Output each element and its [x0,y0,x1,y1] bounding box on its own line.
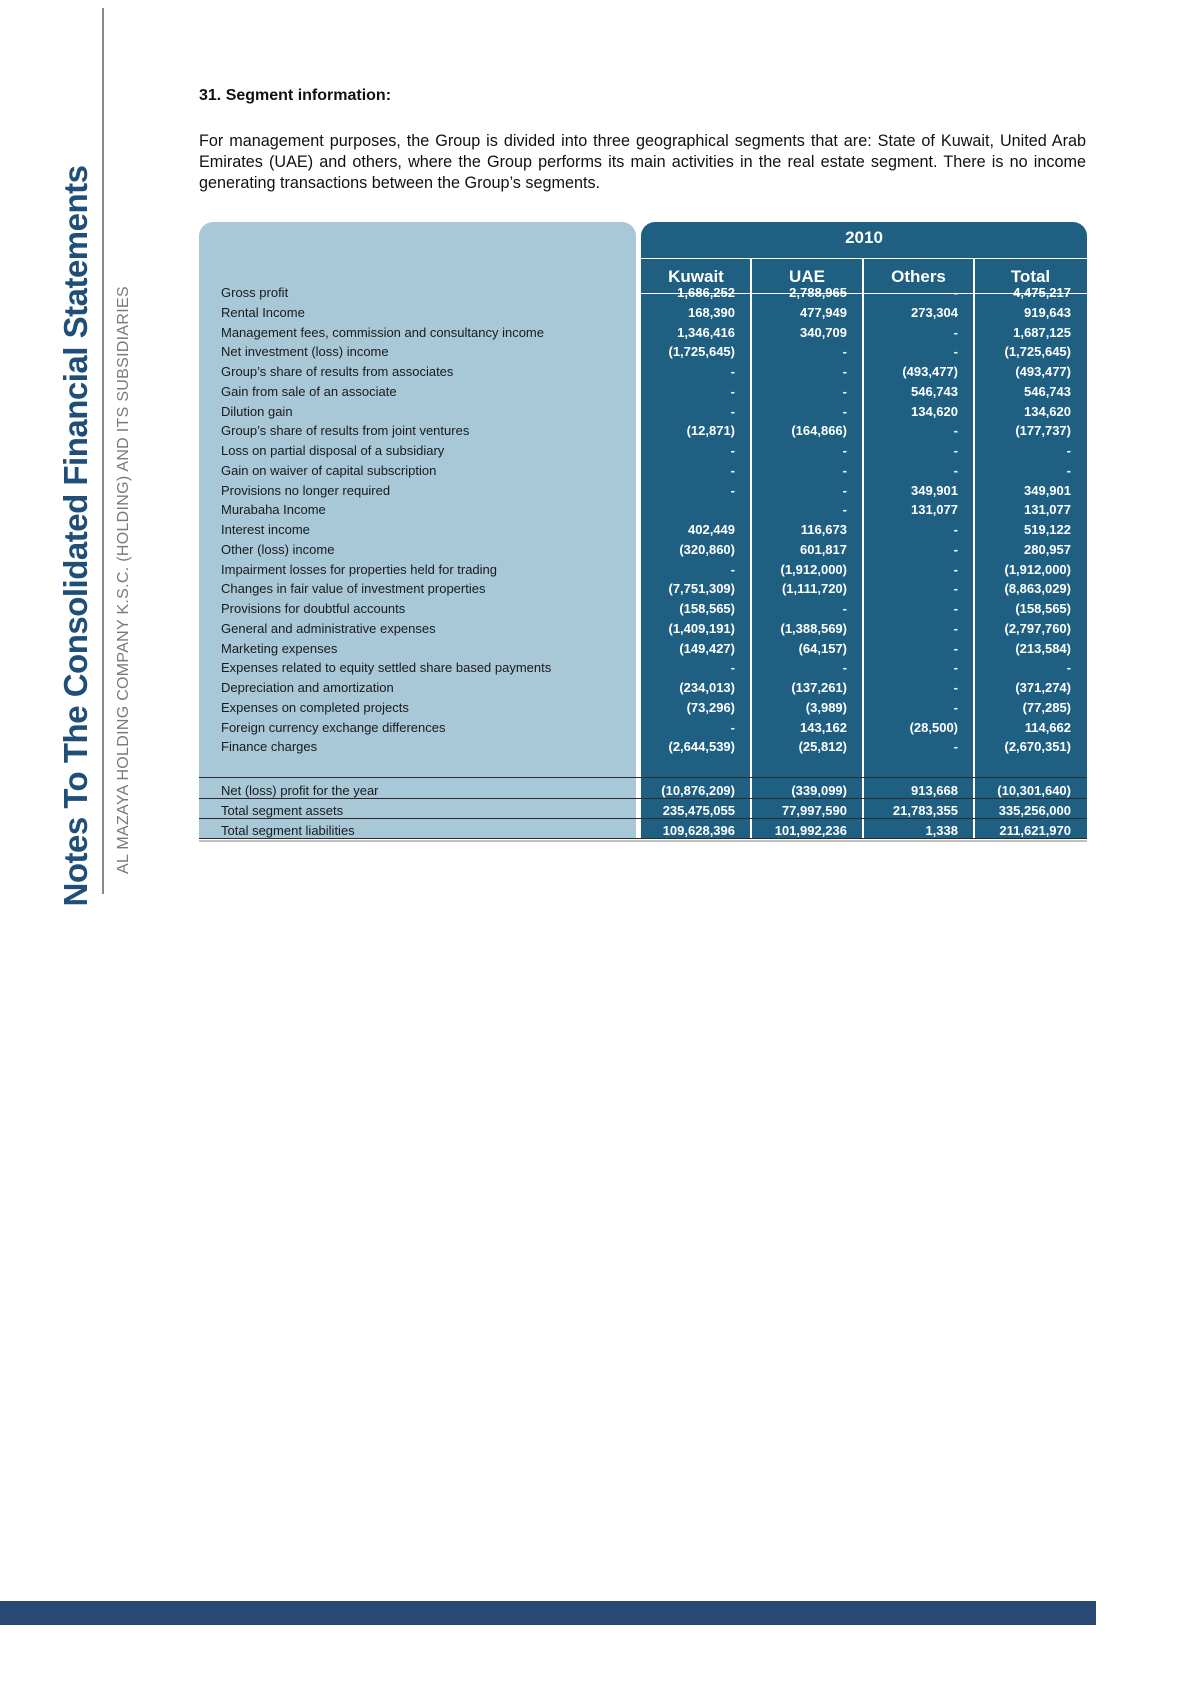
table-row-others-value: - [953,562,958,577]
table-row-label: Group’s share of results from associates [221,364,454,379]
table-row-label: Finance charges [221,739,318,754]
table-row-kuwait-value: - [730,443,735,458]
table-row-total-value: 919,643 [1024,305,1071,320]
table-row-uae-value: 143,162 [800,720,847,735]
table-row-uae-value: 2,788,965 [789,285,847,300]
table-row-others-value: - [953,601,958,616]
sidebar-title: Notes To The Consolidated Financial Statements [57,165,94,907]
table-row-total-value: (2,670,351) [1004,739,1071,754]
table-row-label: Other (loss) income [221,542,335,557]
table-row-kuwait-value: (2,644,539) [668,739,735,754]
table-row-label: Provisions for doubtful accounts [221,601,406,616]
table-row-kuwait-value: (149,427) [679,641,735,656]
table-row-label: Foreign currency exchange differences [221,720,446,735]
table-row-total-value: - [1066,463,1071,478]
table-row-label: Marketing expenses [221,641,338,656]
table-row-uae-value: (164,866) [791,423,847,438]
table-row-uae-value: 340,709 [800,325,847,340]
table-row-others-value: - [953,423,958,438]
table-row-kuwait-value: - [730,562,735,577]
table-row-total-value: 1,687,125 [1013,325,1071,340]
table-row-total-value: 4,475,217 [1013,285,1071,300]
table-row-uae-value: 116,673 [800,522,847,537]
table-row-uae-value: - [842,404,847,419]
table-row-label: Rental Income [221,305,305,320]
table-row-uae-value: (1,912,000) [780,562,847,577]
table-row-uae-value: - [842,443,847,458]
table-row-label: Murabaha Income [221,502,326,517]
table-row-kuwait-value: (73,296) [686,700,735,715]
totals-row-kuwait-value: 109,628,396 [662,823,735,838]
table-row-kuwait-value: - [730,384,735,399]
table-row-label: Interest income [221,522,310,537]
table-row-uae-value: - [842,384,847,399]
table-row-kuwait-value: - [730,404,735,419]
table-row-others-value: - [953,581,958,596]
table-row-uae-value: (1,111,720) [781,581,847,596]
table-row-total-value: 546,743 [1024,384,1071,399]
table-row-uae-value: - [842,502,847,517]
totals-row-label: Total segment liabilities [221,823,355,838]
column-header-kuwait: Kuwait [641,258,751,294]
table-row-kuwait-value: (320,860) [679,542,735,557]
totals-row-kuwait-value: (10,876,209) [661,783,735,798]
table-row-others-value: (28,500) [909,720,958,735]
table-row-total-value: (177,737) [1015,423,1071,438]
totals-row-kuwait-value: 235,475,055 [662,803,735,818]
table-row-kuwait-value: (234,013) [679,680,735,695]
table-row-total-value: (371,274) [1015,680,1071,695]
table-row-others-value: - [953,542,958,557]
table-row-label: Management fees, commission and consultancy income [221,325,544,340]
table-row-kuwait-value: (12,871) [686,423,735,438]
table-row-kuwait-value: (7,751,309) [668,581,735,596]
totals-row-others-value: 913,668 [911,783,958,798]
table-row-others-value: - [953,700,958,715]
sidebar-company-name: AL MAZAYA HOLDING COMPANY K.S.C. (HOLDING) AND ITS SUBSIDIARIES [115,286,132,874]
table-row-others-value: 131,077 [911,502,958,517]
table-row-label: Impairment losses for properties held for trading [221,562,498,577]
table-row-kuwait-value: 402,449 [688,522,735,537]
table-row-uae-value: - [842,364,847,379]
table-row-total-value: (1,912,000) [1004,562,1071,577]
table-row-uae-value: - [842,483,847,498]
totals-row-total-value: (10,301,640) [997,783,1071,798]
table-row-kuwait-value: (1,409,191) [668,621,735,636]
table-row-uae-value: (25,812) [798,739,847,754]
footer-band [0,1601,1096,1625]
table-row-uae-value: (137,261) [791,680,847,695]
table-row-kuwait-value: 1,346,416 [677,325,735,340]
table-row-uae-value: - [842,660,847,675]
table-row-kuwait-value: (1,725,645) [668,344,735,359]
sidebar-divider [102,8,104,894]
table-row-label: Loss on partial disposal of a subsidiary [221,443,445,458]
table-row-total-value: 114,662 [1024,720,1071,735]
column-header-total: Total [974,258,1087,294]
table-row-label: Gain on waiver of capital subscription [221,463,437,478]
table-row-label: Expenses related to equity settled share based payments [221,660,552,675]
totals-row-total-value: 211,621,970 [999,823,1071,838]
table-row-total-value: 519,122 [1024,522,1071,537]
table-row-others-value: - [953,522,958,537]
table-row-uae-value: (1,388,569) [780,621,847,636]
section-intro: For management purposes, the Group is divided into three geographical segments that are: State of Kuwait, United Arab Emirates (UAE) and others, where the Group performs its main activities in the real estate segment. There is no income generating transactions between the Group’s segments. [199,132,1086,192]
totals-row-uae-value: (339,099) [791,783,847,798]
totals-row-total-value: 335,256,000 [998,803,1071,818]
table-row-total-value: (213,584) [1015,641,1071,656]
table-row-label: Gross profit [221,285,289,300]
table-row-kuwait-value: - [730,463,735,478]
table-row-kuwait-value: 168,390 [688,305,735,320]
totals-row-others-value: 1,338 [925,823,958,838]
totals-row-divider [199,777,1087,778]
table-row-others-value: - [953,680,958,695]
table-row-kuwait-value: - [730,660,735,675]
table-row-label: Expenses on completed projects [221,700,409,715]
table-row-others-value: - [953,463,958,478]
table-row-others-value: - [953,325,958,340]
table-row-label: Dilution gain [221,404,293,419]
table-row-label: Gain from sale of an associate [221,384,397,399]
table-row-others-value: 546,743 [911,384,958,399]
table-row-total-value: 134,620 [1024,404,1071,419]
table-row-label: General and administrative expenses [221,621,436,636]
table-row-kuwait-value: 1,686,252 [677,285,735,300]
table-row-label: Net investment (loss) income [221,344,389,359]
table-row-kuwait-value: - [730,483,735,498]
table-row-others-value: - [953,443,958,458]
table-row-others-value: (493,477) [902,364,958,379]
table-row-total-value: (158,565) [1015,601,1071,616]
table-row-others-value: - [953,621,958,636]
table-row-others-value: 273,304 [911,305,958,320]
table-row-others-value: 134,620 [911,404,958,419]
table-row-others-value: - [953,285,958,300]
totals-row-label: Total segment assets [221,803,344,818]
table-row-others-value: - [953,344,958,359]
column-header-uae: UAE [751,258,863,294]
section-heading: 31. Segment information: [199,87,392,104]
table-bottom-rule [199,840,1087,842]
table-row-kuwait-value: (158,565) [679,601,735,616]
table-row-others-value: - [953,641,958,656]
table-row-uae-value: - [842,463,847,478]
table-row-kuwait-value: - [730,364,735,379]
table-row-total-value: 131,077 [1024,502,1071,517]
table-row-total-value: (2,797,760) [1004,621,1071,636]
table-row-total-value: - [1066,660,1071,675]
table-row-uae-value: (64,157) [798,641,847,656]
table-row-total-value: 280,957 [1024,542,1071,557]
table-row-label: Depreciation and amortization [221,680,394,695]
table-row-total-value: - [1066,443,1071,458]
table-row-label: Changes in fair value of investment properties [221,581,486,596]
table-row-total-value: (8,863,029) [1004,581,1071,596]
table-row-total-value: 349,901 [1024,483,1071,498]
table-row-uae-value: - [842,344,847,359]
totals-row-uae-value: 101,992,236 [774,823,847,838]
table-row-others-value: - [953,739,958,754]
table-row-others-value: 349,901 [911,483,958,498]
table-row-uae-value: (3,989) [805,700,847,715]
totals-row-label: Net (loss) profit for the year [221,783,379,798]
table-row-label: Provisions no longer required [221,483,391,498]
table-row-total-value: (493,477) [1015,364,1071,379]
table-row-total-value: (77,285) [1022,700,1071,715]
totals-row-others-value: 21,783,355 [892,803,958,818]
table-row-label: Group’s share of results from joint ventures [221,423,470,438]
table-row-uae-value: 477,949 [800,305,847,320]
year-header: 2010 [845,228,883,247]
segment-table [199,222,1087,904]
table-row-total-value: (1,725,645) [1004,344,1071,359]
table-row-uae-value: - [842,601,847,616]
column-header-others: Others [863,258,974,294]
totals-row-uae-value: 77,997,590 [781,803,847,818]
table-row-others-value: - [953,660,958,675]
table-row-kuwait-value: - [730,720,735,735]
table-row-uae-value: 601,817 [800,542,847,557]
table-row-kuwait-value [641,499,735,520]
